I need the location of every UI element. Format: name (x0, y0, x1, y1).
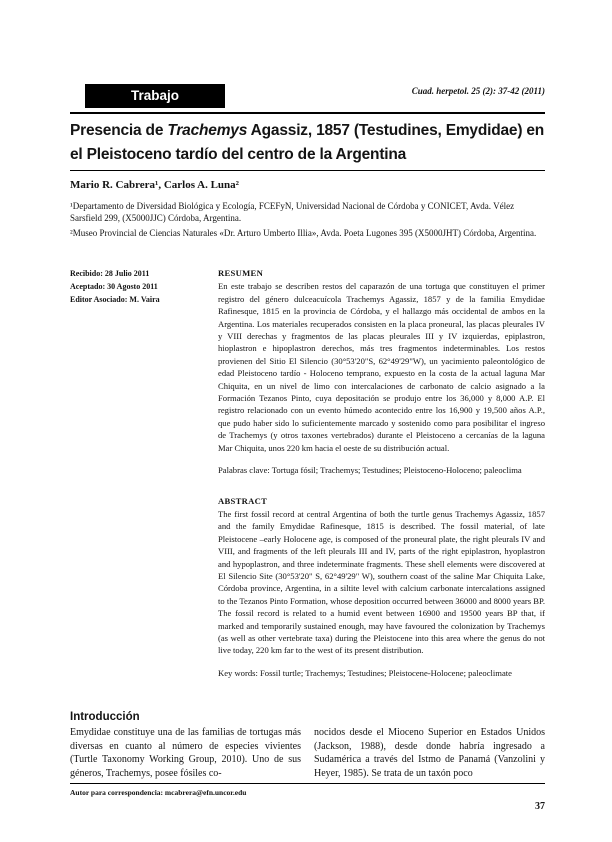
accepted-date: Aceptado: 30 Agosto 2011 (70, 282, 158, 291)
affiliation-2: ²Museo Provincial de Ciencias Naturales «Dr. Arturo Umberto Illia», Avda. Poeta Lugones 395 (X5000JHT) Córdoba, Argentina. (70, 228, 537, 238)
section-badge: Trabajo (85, 84, 225, 108)
associate-editor: Editor Asociado: M. Vaira (70, 295, 160, 304)
introduction-column-left: Emydidae constituye una de las familias de tortugas más diversas en cuanto al número de especies vivientes (Turtle Taxonomy Working Group, 2010). Uno de sus géneros, Trachemys, posee fósiles co- (70, 727, 301, 779)
correspondence-footnote: Autor para correspondencia: mcabrera@efn.uncor.edu (70, 788, 247, 797)
header-rule (70, 112, 545, 114)
article-title (70, 119, 545, 167)
abstract-heading: ABSTRACT (218, 495, 268, 506)
palabras-clave: Palabras clave: Tortuga fósil; Trachemys; Testudines; Pleistoceno-Holoceno; paleoclima (218, 465, 522, 476)
introduction-column-right: nocidos desde el Mioceno Superior en Estados Unidos (Jackson, 1988), desde donde habría ingresado a Sudamérica a través del Istmo de Panamá (Vanzolini y Heyer, 1985). Se trata de un taxón poco (314, 727, 545, 779)
title-pre: Presencia de (70, 122, 168, 139)
page-number: 37 (535, 801, 545, 812)
resumen-text: En este trabajo se describen restos del caparazón de una tortuga que constituyen el primer registro del género dulceacuícola Trachemys Agassiz, 1857 y de la familia Emydidae Rafinesque, 1815 en la provincia de Córdoba, y el hallazgo más occidental de ambos en la Argentina. Los materiales recuperados consisten en la placa proneural, las placas pleurales IV y VIII derechas y fragmentos de las placas pleurales III y IV izquierdas, epiplastron, hioplastron e hipoplastron derechos, más tres fragmentos indeterminables. Los restos provienen del Sitio El Silencio (30°53'20"S, 62°49'29"W), un yacimiento paleontológico de edad Pleistoceno tardío - Holoceno temprano, expuesto en la costa de la actual laguna Mar Chiquita, en un nivel de limo con intercalaciones de carbonato de calcio asignado a la Formación Tezanos Pinto, cuya depositación se produjo entre los 36,000 y 8,000 A.P. El registro relacionado con un evento húmedo acontecido entre los 16,900 y 19,500 años A.P., que pudo haber sido lo suficientemente marcado y sostenido como para posibilitar el ingreso de Trachemys (y otros taxones vertebrados) durante el Pleistoceno a cercanías de la laguna Mar Chiquita, unos 220 km hacia el oeste de su distribución actual. (218, 281, 545, 453)
title-post: Agassiz, 1857 (Testudines, Emydidae) en el Pleistoceno tardío del centro de la Argentina (70, 122, 545, 163)
spacer (218, 477, 545, 495)
received-date: Recibido: 28 Julio 2011 (70, 269, 150, 278)
resumen-heading: RESUMEN (218, 268, 264, 278)
title-genus-italic: Trachemys (167, 122, 248, 139)
introduction-heading: Introducción (70, 711, 140, 723)
abstracts-column (218, 267, 545, 679)
title-rule (70, 170, 545, 171)
abstract-text: The first fossil record at central Argentina of both the turtle genus Trachemys Agassiz, 1857 and the family Emydidae Rafinesque, 1815 is described. The fossil material, of late Pleistocene –early Holocene age, is composed of the proneural plate, the right pleurals IV and VIII, and fragments of the left pleurals III and IV, parts of the right epiplastron, hyoplastron and hypoplastron, and three indeterminate fragments. These shell elements were discovered at El Silencio Site (30°53'20" S, 62°49'29" W), southern coast of the saline Mar Chiquita Lake, Córdoba province, Argentina, in a siltite level with calcium carbonate intercalations assigned to the Tezanos Pinto Formation, whose deposition occurred between 36000 and 8000 years BP. The fossil record is related to a humid event between 16900 and 19500 years BP that, if marked and temporarily sustained enough, may have favoured the colonization by Trachemys (as well as other vertebrate taxa) during the Pleistocene into this area where the genus do not live today, 220 km far to the west of its present distribution. (218, 508, 545, 656)
page-header (70, 84, 545, 108)
title-block (70, 119, 545, 167)
footer-rule (70, 783, 545, 784)
introduction-section (70, 711, 545, 780)
affiliation-1: ¹Departamento de Diversidad Biológica y Ecología, FCEFyN, Universidad Nacional de Córdoba y CONICET, Avda. Vélez Sarsfield 299, (X5000JJC) Córdoba, Argentina. (70, 201, 515, 223)
abstract-block (70, 267, 545, 679)
article-meta (70, 267, 218, 679)
authors-block (70, 179, 545, 242)
authors-line: Mario R. Cabrera¹, Carlos A. Luna² (70, 179, 239, 191)
introduction-columns (70, 726, 545, 780)
key-words: Key words: Fossil turtle; Trachemys; Testudines; Pleistocene-Holocene; paleoclimate (218, 667, 512, 678)
journal-citation: Cuad. herpetol. 25 (2): 37-42 (2011) (411, 86, 545, 96)
